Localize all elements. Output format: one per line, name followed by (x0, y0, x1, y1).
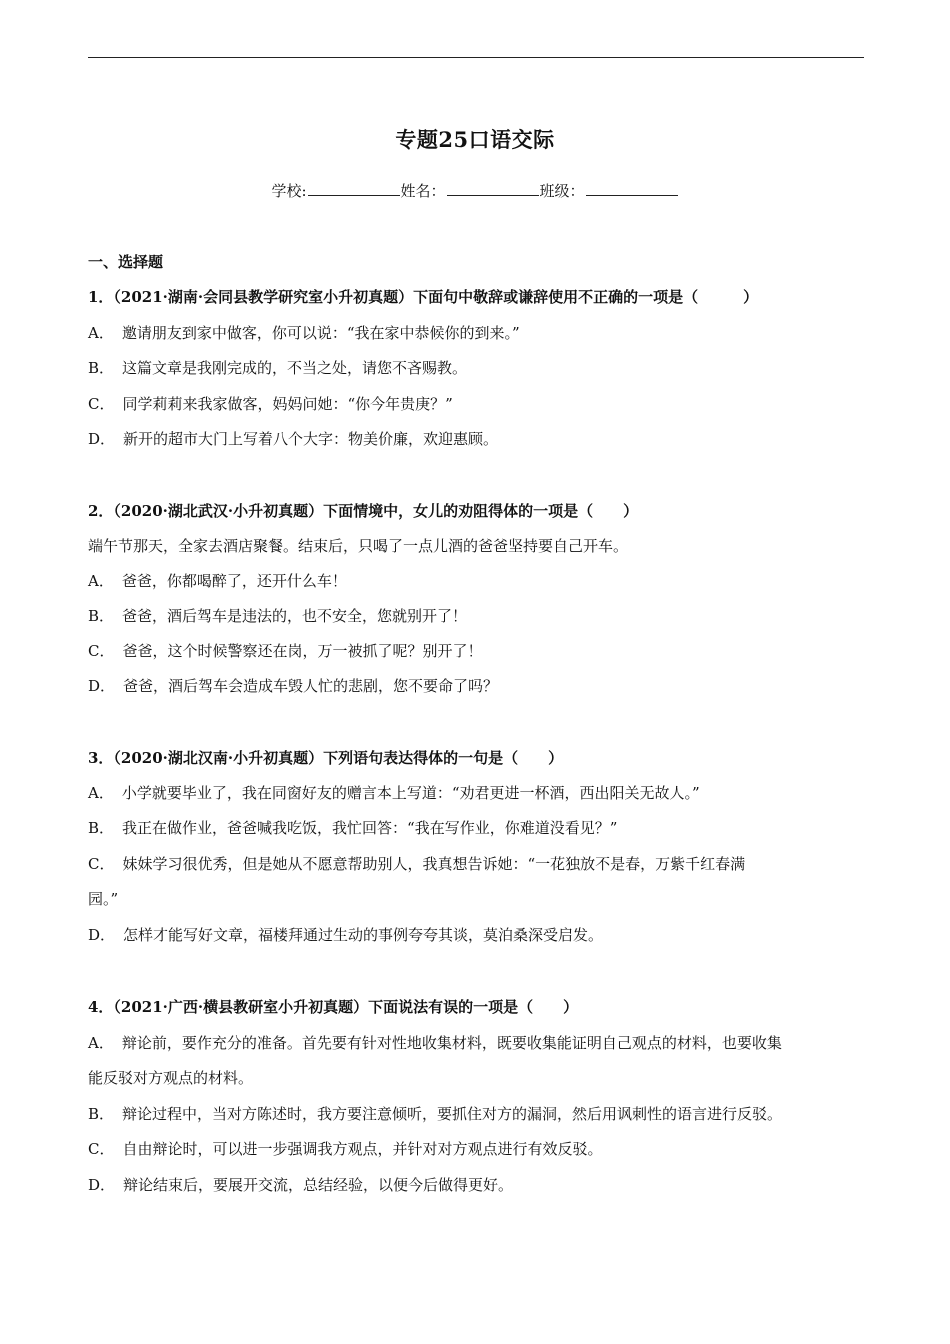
option-letter: D． (88, 430, 116, 448)
question-2-context: 端午节那天，全家去酒店聚餐。结束后，只喝了一点儿酒的爸爸坚持要自己开车。 (88, 537, 629, 555)
option-text: 我正在做作业，爸爸喊我吃饭，我忙回答：“我在写作业，你难道没看见？” (122, 819, 618, 837)
question-3-option-d (88, 924, 603, 945)
option-letter: B． (88, 819, 115, 837)
question-4-option-c (88, 1138, 603, 1159)
class-label: 班级： (539, 182, 585, 200)
header-rule (88, 57, 864, 58)
question-1-option-a (88, 322, 520, 343)
question-4-option-d (88, 1174, 513, 1195)
student-info-line (0, 180, 950, 201)
option-letter: A． (88, 1034, 114, 1052)
question-3-option-b (88, 817, 617, 838)
question-2-option-c (88, 640, 483, 661)
question-4-stem: 4．（2021·广西·横县教研室小升初真题）下面说法有误的一项是（ ） (88, 998, 579, 1016)
option-text: 妹妹学习很优秀，但是她从不愿意帮助别人，我真想告诉她：“一花独放不是春，万紫千红春满 (122, 855, 746, 873)
option-text: 辩论前，要作充分的准备。首先要有针对性地收集材料，既要收集能证明自己观点的材料，也要收集 (121, 1034, 782, 1052)
option-letter: C． (88, 395, 115, 413)
school-label: 学校: (271, 182, 307, 200)
question-2-option-a (88, 570, 347, 591)
option-text: 小学就要毕业了，我在同窗好友的赠言本上写道：“劝君更进一杯酒，西出阳关无故人。” (121, 784, 700, 802)
question-1-option-b (88, 357, 467, 378)
option-text: 爸爸，酒后驾车是违法的，也不安全，您就别开了！ (122, 607, 468, 625)
option-text: 这篇文章是我刚完成的，不当之处，请您不吝赐教。 (122, 359, 468, 377)
name-blank[interactable] (447, 181, 539, 196)
option-letter: C． (88, 855, 115, 873)
option-letter: A． (88, 784, 114, 802)
question-1-stem: 1．（2021·湖南·会同县教学研究室小升初真题）下面句中敬辞或谦辞使用不正确的一项是（ ） (88, 288, 759, 306)
page-title: 专题25口语交际 (395, 127, 555, 152)
question-4-option-a (88, 1032, 782, 1053)
option-letter: B． (88, 607, 115, 625)
option-letter: D． (88, 926, 116, 944)
option-letter: D． (88, 677, 116, 695)
question-1-option-d (88, 428, 498, 449)
option-text: 邀请朋友到家中做客，你可以说：“我在家中恭候你的到来。” (121, 324, 520, 342)
question-2-option-b (88, 605, 467, 626)
option-text: 自由辩论时，可以进一步强调我方观点，并针对对方观点进行有效反驳。 (122, 1140, 603, 1158)
class-blank[interactable] (586, 181, 678, 196)
option-text: 爸爸，你都喝醉了，还开什么车！ (121, 572, 347, 590)
option-text: 爸爸，这个时候警察还在岗，万一被抓了呢？别开了！ (122, 642, 483, 660)
section-heading: 一、选择题 (88, 253, 164, 271)
question-4-option-a-cont: 能反驳对方观点的材料。 (88, 1069, 254, 1087)
option-text: 同学莉莉来我家做客，妈妈问她：“你今年贵庚？” (122, 395, 453, 413)
question-2-stem: 2．（2020·湖北武汉·小升初真题）下面情境中，女儿的劝阻得体的一项是（ ） (88, 502, 639, 520)
option-text: 辩论过程中，当对方陈述时，我方要注意倾听，要抓住对方的漏洞，然后用讽刺性的语言进行反驳。 (122, 1105, 783, 1123)
option-text: 辩论结束后，要展开交流，总结经验，以便今后做得更好。 (123, 1176, 514, 1194)
option-text: 爸爸，酒后驾车会造成车毁人忙的悲剧，您不要命了吗？ (123, 677, 499, 695)
option-letter: B． (88, 1105, 115, 1123)
option-letter: B． (88, 359, 115, 377)
question-3-option-c-cont: 园。” (88, 890, 119, 908)
question-3-option-a (88, 782, 700, 803)
option-text: 怎样才能写好文章，福楼拜通过生动的事例夸夸其谈，莫泊桑深受启发。 (123, 926, 604, 944)
question-2-option-d (88, 675, 498, 696)
school-blank[interactable] (308, 181, 400, 196)
option-letter: C． (88, 1140, 115, 1158)
name-label: 姓名： (400, 182, 446, 200)
option-letter: A． (88, 572, 114, 590)
question-1-option-c (88, 393, 453, 414)
option-letter: A． (88, 324, 114, 342)
option-letter: D． (88, 1176, 116, 1194)
option-letter: C． (88, 642, 115, 660)
question-4-option-b (88, 1103, 782, 1124)
question-3-stem: 3．（2020·湖北汉南·小升初真题）下列语句表达得体的一句是（ ） (88, 749, 564, 767)
question-3-option-c (88, 853, 745, 874)
option-text: 新开的超市大门上写着八个大字：物美价廉，欢迎惠顾。 (123, 430, 499, 448)
